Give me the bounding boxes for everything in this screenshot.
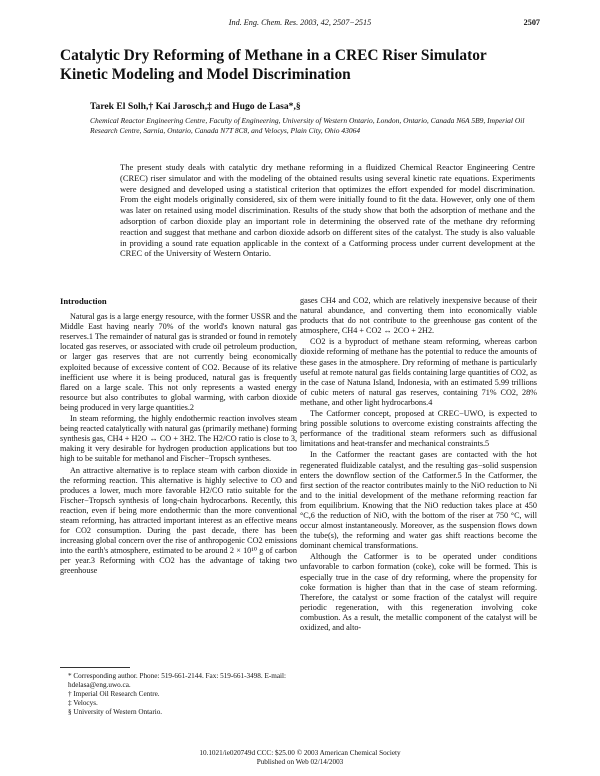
footnote-affiliation-imperial-oil: † Imperial Oil Research Centre. — [68, 690, 160, 698]
journal-citation: Ind. Eng. Chem. Res. 2003, 42, 2507−2515 — [228, 18, 372, 27]
abstract: The present study deals with catalytic dry methane reforming in a fluidized Chemical Reactor Engineering Centre (CREC) riser simulator and with the modeling of the obtained results using several kinetic rate equations. Experiments were designed and developed using a statistical criterion that optimizes the effort expended for model discrimination. From the eight models originally considered, six of them were initially found to fit the data. However, only one of them was later on retained using model discrimination. Results of the study show that both the adsorption of methane and the adsorption of carbon dioxide play an important role in determining the observed rate of the methane dry reforming reaction and suggest that methane and carbon dioxide adsorb on different sites of the catalyst. The study is also valuable in providing a sound rate equation applicable in the context of a Catforming process under current development at the CREC of the University of Western Ontario. — [120, 162, 535, 259]
footnote-affiliation-velocys: ‡ Velocys. — [68, 699, 98, 707]
paragraph: Although the Catformer is to be operated under conditions unfavorable to carbon formation (coke), coke will be formed. This is especially true in the case of dry reforming, where the propensity for coke formation is higher than that in the case of steam reforming. Therefore, the catalyst or some fraction of the catalyst will require periodic regeneration, with this regeneration involving coke combustion. As a result, the metallic component of the catalyst will be oxidized, and alto- — [300, 552, 537, 632]
author-list: Tarek El Solh,† Kai Jarosch,‡ and Hugo de Lasa*,§ — [90, 101, 301, 112]
page-footer — [0, 749, 600, 767]
paragraph: In steam reforming, the highly endothermic reaction involves steam being reacted catalytically with natural gas (primarily methane) forming synthesis gas, CH4 + H2O ↔ CO + 3H2. The H2/CO ratio is close to 3, making it very desirable for hydrogen production applications but too high to be suitable for methanol and Fischer−Tropsch syntheses. — [60, 414, 297, 464]
paragraph: Natural gas is a large energy resource, with the former USSR and the Middle East having nearly 70% of the world's known natural gas reserves.1 The remainder of natural gas is stranded or found in remotely located gas reserves, or associated with crude oil petroleum production, or larger gas reserves that are not currently being economically exploited because of excessive content of CO2. Because of its relative inefficient use where it is being produced, natural gas is frequently flared on a large scale. This not only represents a wasted energy resource but also contributes to global warming, with carbon dioxide being produced in very large quantities.2 — [60, 312, 297, 412]
publication-date-line: Published on Web 02/14/2003 — [256, 758, 344, 766]
paragraph: An attractive alternative is to replace steam with carbon dioxide in the reforming reaction. This alternative is highly selective to CO and produces a lower, much more favorable H2/CO ratio suitable for the Fischer−Tropsch synthesis of long-chain hydrocarbons. Recently, this reaction, even if being more endothermic than the more conventional steam reforming, has attracted important interest as an effective means for CO2 consumption. During the past decade, there has been increasing global concern over the rise of anthropogenic CO2 emissions into the earth's atmosphere, estimated to be around 2 × 10¹⁰ g of carbon per year.3 Reforming with CO2 has the advantage of taking two greenhouse — [60, 465, 297, 576]
footnote-affiliation-uwo: § University of Western Ontario. — [68, 708, 163, 716]
paragraph: CO2 is a byproduct of methane steam reforming, whereas carbon dioxide reforming of methane has the potential to reduce the amounts of these gases in the atmosphere. Dry reforming of methane is particularly useful at remote natural gas fields containing large quantities of CO2, as in the case of Natuna Island, Indonesia, with an estimated 5.99 trillions of cubic meters of natural gas reserves, containing 71% CO2, 28% methane, and other light hydrocarbons.4 — [300, 337, 537, 407]
section-heading-introduction: Introduction — [60, 296, 107, 306]
footnotes — [60, 672, 297, 717]
paragraph: gases CH4 and CO2, which are relatively inexpensive because of their natural abundance, and converting them into economically viable products that do not contribute to the greenhouse gas content of the atmosphere, CH4 + CO2 ↔ 2CO + 2H2. — [300, 296, 537, 336]
running-header — [60, 18, 540, 30]
page-number: 2507 — [523, 18, 540, 27]
paragraph: The Catformer concept, proposed at CREC−UWO, is expected to bring possible solutions to overcome existing constraints affecting the performance of the traditional steam reformers such as diffusional limitations and heat-transfer and mechanical constraints.5 — [300, 409, 537, 449]
paragraph: In the Catformer the reactant gases are contacted with the hot regenerated fluidizable catalyst, and the resulting gas−solid suspension enters the downflow section of the Catformer.5 In the Catformer, the first section of the reactor contributes mainly to the NiO reduction to Ni and to the initial development of the methane reforming reaction far from equilibrium. Knowing that the NiO reduction takes place at 450 °C,6 the reduction of NiO, with the bottom of the riser at 750 °C, will occur almost instantaneously. Moreover, as the suspension flows down the tube(s), the reforming and water gas shift reactions become the dominant chemical transformations. — [300, 450, 537, 551]
article-title: Catalytic Dry Reforming of Methane in a CREC Riser Simulator Kinetic Modeling and Model Discrimination — [60, 47, 487, 83]
doi-copyright-line: 10.1021/ie020749d CCC: $25.00 © 2003 American Chemical Society — [199, 749, 401, 757]
affiliations: Chemical Reactor Engineering Centre, Faculty of Engineering, University of Western Ontario, London, Ontario, Canada N6A 5B9, Imperial Oil Research Centre, Sarnia, Ontario, Canada N7T 8C8, and Velocys, Plain City, Ohio 43064 — [90, 116, 525, 136]
left-column — [60, 296, 297, 577]
right-column — [300, 296, 537, 633]
footnote-divider — [60, 667, 130, 668]
footnote-corresponding-author: * Corresponding author. Phone: 519-661-2144. Fax: 519-661-3498. E-mail: hdelasa@eng.uwo.ca. — [68, 672, 286, 689]
